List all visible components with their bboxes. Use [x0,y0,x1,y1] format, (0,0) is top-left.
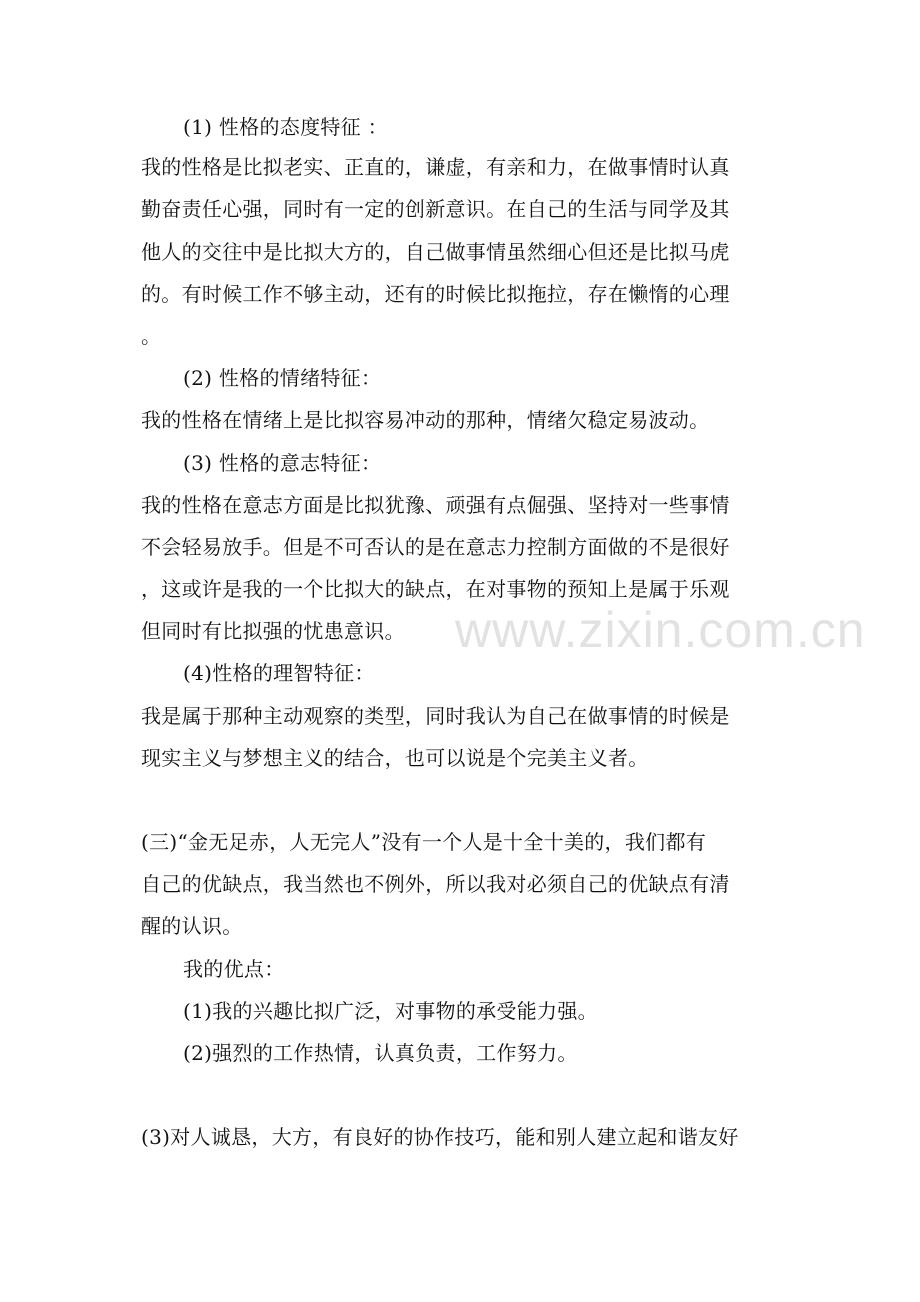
paragraph-line: 不会轻易放手。但是不可否认的是在意志力控制方面做的不是很好 [141,535,730,559]
heading-emotion-trait: (2) 性格的情绪特征： [183,366,382,390]
paragraph-line: 我的性格在情绪上是比拟容易冲动的那种，情绪欠稳定易波动。 [141,408,710,432]
paragraph-line: ，这或许是我的一个比拟大的缺点，在对事物的预知上是属于乐观 [141,577,730,601]
paragraph-line: 。 [141,324,162,348]
section-three-line: (三)“金无足赤，人无完人”没有一个人是十全十美的，我们都有 [141,830,707,854]
heading-attitude-trait: (1) 性格的态度特征 ： [183,115,388,139]
heading-my-strengths: 我的优点： [183,957,285,981]
strength-item: (3)对人诚恳，大方，有良好的协作技巧，能和别人建立起和谐友好 [141,1125,739,1149]
paragraph-line: 我的性格是比拟老实、正直的，谦虚，有亲和力，在做事情时认真 [141,155,730,179]
paragraph-line: 醒的认识。 [141,914,243,938]
watermark: www.zixin.com.cn [455,602,866,658]
heading-reason-trait: (4)性格的理智特征： [183,661,375,685]
paragraph-line: 自己的优缺点，我当然也不例外，所以我对必须自己的优缺点有清 [141,872,730,896]
paragraph-line: 勤奋责任心强，同时有一定的创新意识。在自己的生活与同学及其 [141,197,730,221]
paragraph-line: 我是属于那种主动观察的类型，同时我认为自己在做事情的时候是 [141,704,730,728]
paragraph-line: 的。有时候工作不够主动，还有的时候比拟拖拉，存在懒惰的心理 [141,282,730,306]
paragraph-line: 但同时有比拟强的忧患意识。 [141,619,405,643]
paragraph-line: 他人的交往中是比拟大方的，自己做事情虽然细心但还是比拟马虎 [141,240,730,264]
strength-item: (2)强烈的工作热情，认真负责，工作努力。 [183,1041,578,1065]
heading-will-trait: (3) 性格的意志特征： [183,451,382,475]
paragraph-line: 现实主义与梦想主义的结合，也可以说是个完美主义者。 [141,746,649,770]
strength-item: (1)我的兴趣比拟广泛，对事物的承受能力强。 [183,999,598,1023]
paragraph-line: 我的性格在意志方面是比拟犹豫、顽强有点倔强、坚持对一些事情 [141,493,730,517]
